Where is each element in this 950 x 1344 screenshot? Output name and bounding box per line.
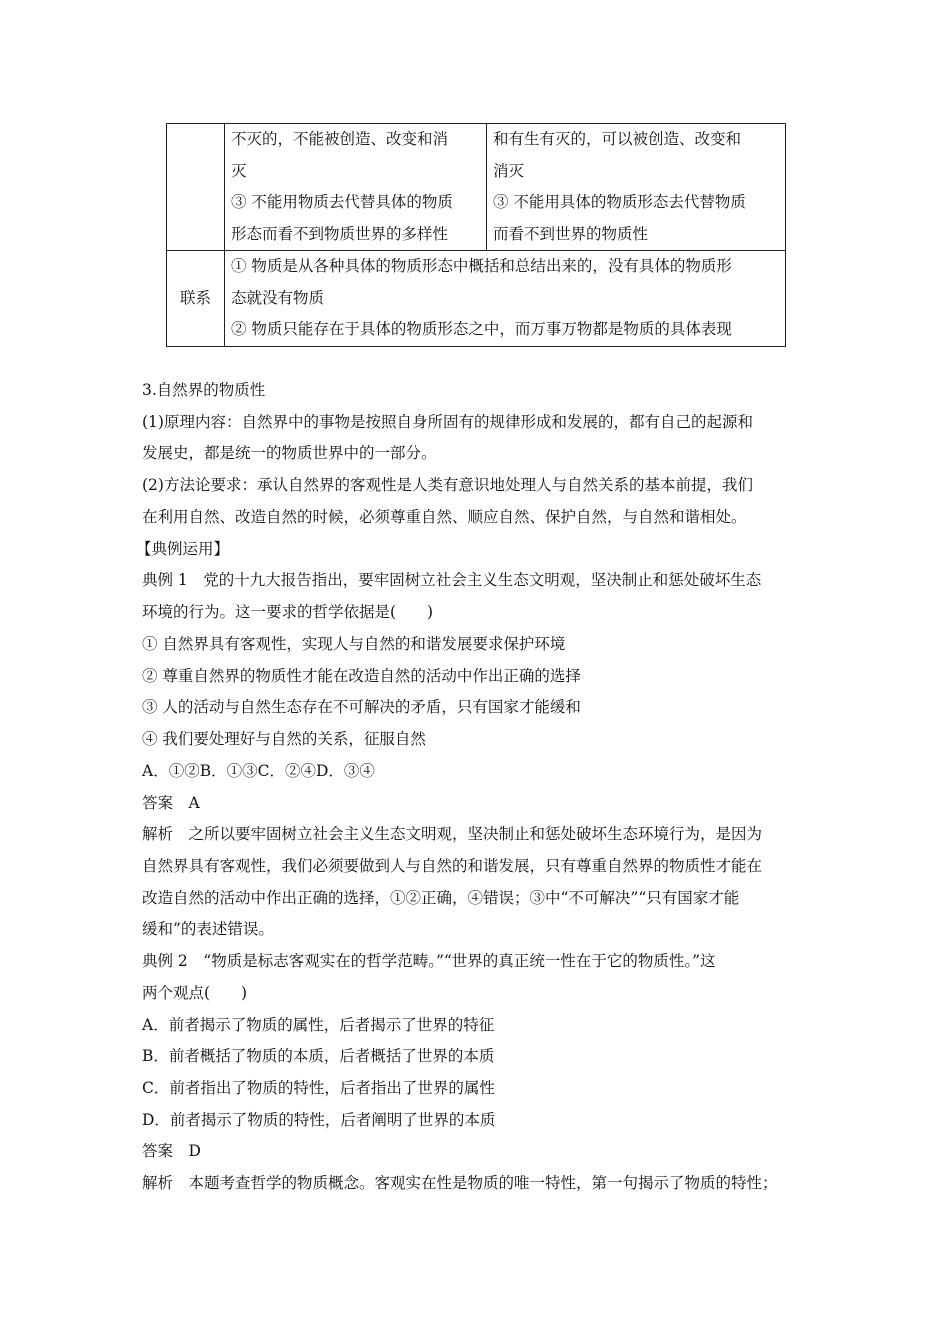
principle-line: (1)原理内容：自然界中的事物是按照自身所固有的规律形成和发展的，都有自己的起源和	[142, 413, 753, 431]
cell-line: ③ 不能用具体的物质形态去代替物质	[493, 193, 746, 211]
table-cell-concrete-form	[487, 124, 786, 251]
cell-line: 灭	[231, 161, 247, 180]
example2-option: D．前者揭示了物质的特性，后者阐明了世界的本质	[142, 1111, 496, 1129]
example1-analysis: 解析 之所以要牢固树立社会主义生态文明观，坚决制止和惩处破坏生态环境行为，是因为	[142, 825, 763, 843]
example1-options: A．①②B．①③C．②④D．③④	[142, 762, 375, 780]
example2-option: C．前者指出了物质的特性，后者指出了世界的属性	[142, 1079, 495, 1097]
example2-option: B．前者概括了物质的本质，后者概括了世界的本质	[142, 1047, 495, 1065]
table-cell-connection	[225, 251, 786, 347]
section-heading: 3.自然界的物质性	[142, 381, 266, 399]
example2-answer: 答案 D	[142, 1142, 201, 1160]
comparison-table	[166, 123, 786, 347]
cell-line: 态就没有物质	[231, 288, 325, 307]
cell-line: 而看不到世界的物质性	[493, 224, 649, 243]
example1-analysis: 缓和”的表述错误。	[142, 920, 274, 938]
cell-line: 消灭	[493, 161, 525, 180]
row-label: 联系	[167, 251, 225, 347]
example1-statement: ④ 我们要处理好与自然的关系，征服自然	[142, 730, 426, 748]
principle-line: 发展史，都是统一的物质世界中的一部分。	[142, 444, 437, 462]
example1-stem: 环境的行为。这一要求的哲学依据是( )	[142, 603, 434, 621]
example2-analysis: 解析 本题考查哲学的物质概念。客观实在性是物质的唯一特性，第一句揭示了物质的特性；	[142, 1174, 778, 1192]
example1-analysis: 改造自然的活动中作出正确的选择，①②正确，④错误；③中“不可解决”“只有国家才能	[142, 889, 740, 907]
example1-statement: ① 自然界具有客观性，实现人与自然的和谐发展要求保护环境	[142, 635, 566, 653]
examples-heading: 【典例运用】	[136, 540, 230, 558]
table-row	[167, 251, 786, 347]
example1-statement: ② 尊重自然界的物质性才能在改造自然的活动中作出正确的选择	[142, 667, 581, 685]
example1-answer: 答案 A	[142, 794, 200, 812]
cell-line: 和有生有灭的，可以被创造、改变和	[493, 130, 742, 148]
example1-analysis: 自然界具有客观性，我们必须要做到人与自然的和谐发展，只有尊重自然界的物质性才能在	[142, 857, 763, 875]
table-row	[167, 124, 786, 251]
example2-option: A．前者揭示了物质的属性，后者揭示了世界的特征	[142, 1016, 495, 1034]
table-cell-empty	[167, 124, 225, 251]
example1-statement: ③ 人的活动与自然生态存在不可解决的矛盾，只有国家才能缓和	[142, 698, 581, 716]
example2-stem: 两个观点( )	[142, 984, 248, 1002]
method-line: 在利用自然、改造自然的时候，必须尊重自然、顺应自然、保护自然，与自然和谐相处。	[142, 508, 747, 526]
cell-line: ③ 不能用物质去代替具体的物质	[231, 193, 453, 211]
cell-line: 不灭的，不能被创造、改变和消	[231, 130, 449, 148]
example2-stem: 典例 2 “物质是标志客观实在的哲学范畴。”“世界的真正统一性在于它的物质性。”这	[142, 952, 716, 970]
table-cell-matter	[225, 124, 487, 251]
cell-line: 形态而看不到物质世界的多样性	[231, 224, 449, 243]
example1-stem: 典例 1 党的十九大报告指出，要牢固树立社会主义生态文明观，坚决制止和惩处破坏生态	[142, 571, 762, 589]
cell-line: ② 物质只能存在于具体的物质形态之中，而万事万物都是物质的具体表现	[231, 320, 732, 338]
cell-line: ① 物质是从各种具体的物质形态中概括和总结出来的，没有具体的物质形	[231, 257, 732, 275]
method-line: (2)方法论要求：承认自然界的客观性是人类有意识地处理人与自然关系的基本前提，我们	[142, 476, 753, 494]
